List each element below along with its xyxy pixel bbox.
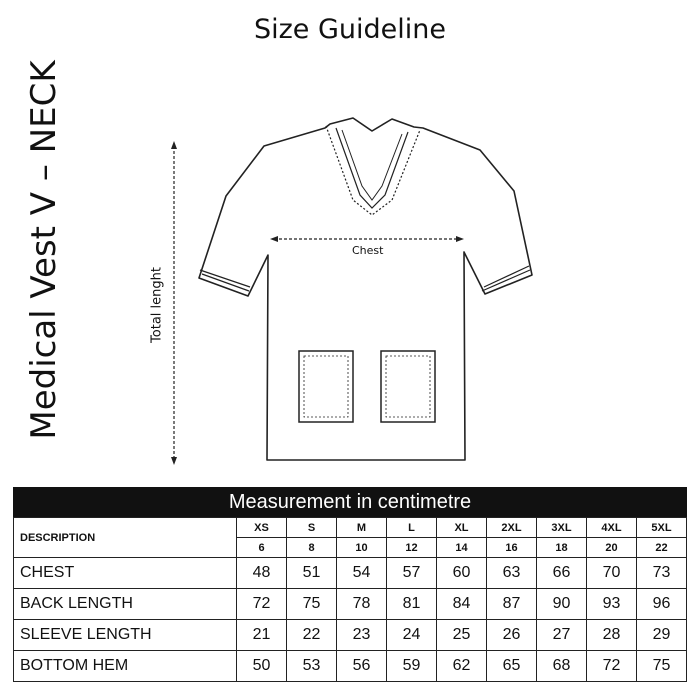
measurement-cell: 65 bbox=[487, 651, 537, 682]
garment-outline bbox=[199, 118, 532, 460]
measurement-cell: 27 bbox=[537, 620, 587, 651]
measurement-cell: 75 bbox=[637, 651, 687, 682]
measurement-cell: 62 bbox=[437, 651, 487, 682]
measurement-cell: 48 bbox=[237, 558, 287, 589]
measurement-cell: 81 bbox=[387, 589, 437, 620]
size-number: 20 bbox=[587, 538, 637, 558]
measurement-cell: 66 bbox=[537, 558, 587, 589]
size-label-2xl: 2XL bbox=[487, 518, 537, 538]
table-row bbox=[14, 620, 687, 651]
size-label-xl: XL bbox=[437, 518, 487, 538]
size-label-s: S bbox=[287, 518, 337, 538]
size-label-l: L bbox=[387, 518, 437, 538]
measurement-cell: 21 bbox=[237, 620, 287, 651]
measurement-cell: 57 bbox=[387, 558, 437, 589]
size-number: 16 bbox=[487, 538, 537, 558]
measurement-cell: 22 bbox=[287, 620, 337, 651]
measurement-cell: 25 bbox=[437, 620, 487, 651]
chest-label: Chest bbox=[352, 244, 384, 257]
measurement-cell: 84 bbox=[437, 589, 487, 620]
size-number: 8 bbox=[287, 538, 337, 558]
measurement-cell: 63 bbox=[487, 558, 537, 589]
description-header: DESCRIPTION bbox=[14, 518, 237, 558]
measurement-cell: 68 bbox=[537, 651, 587, 682]
size-number: 22 bbox=[637, 538, 687, 558]
page-title: Size Guideline bbox=[253, 14, 447, 45]
table-row bbox=[14, 558, 687, 589]
product-name: Medical Vest V – NECK bbox=[24, 60, 64, 440]
size-number: 6 bbox=[237, 538, 287, 558]
measurement-cell: 73 bbox=[637, 558, 687, 589]
left-pocket bbox=[299, 351, 353, 422]
measurement-cell: 29 bbox=[637, 620, 687, 651]
measurement-cell: 53 bbox=[287, 651, 337, 682]
size-number: 18 bbox=[537, 538, 587, 558]
measurement-cell: 70 bbox=[587, 558, 637, 589]
measurement-cell: 78 bbox=[337, 589, 387, 620]
table-row bbox=[14, 589, 687, 620]
measurement-cell: 96 bbox=[637, 589, 687, 620]
measurement-cell: 51 bbox=[287, 558, 337, 589]
measurement-cell: 23 bbox=[337, 620, 387, 651]
size-label-row bbox=[14, 518, 687, 538]
measurement-cell: 87 bbox=[487, 589, 537, 620]
measurement-cell: 24 bbox=[387, 620, 437, 651]
measurement-cell: 75 bbox=[287, 589, 337, 620]
measurement-cell: 60 bbox=[437, 558, 487, 589]
row-label: BOTTOM HEM bbox=[14, 651, 237, 682]
measurement-cell: 72 bbox=[587, 651, 637, 682]
size-label-3xl: 3XL bbox=[537, 518, 587, 538]
measurement-cell: 93 bbox=[587, 589, 637, 620]
size-number: 10 bbox=[337, 538, 387, 558]
right-pocket bbox=[381, 351, 435, 422]
row-label: BACK LENGTH bbox=[14, 589, 237, 620]
size-label-m: M bbox=[337, 518, 387, 538]
measurement-cell: 54 bbox=[337, 558, 387, 589]
row-label: SLEEVE LENGTH bbox=[14, 620, 237, 651]
measurement-cell: 26 bbox=[487, 620, 537, 651]
size-table bbox=[13, 487, 687, 682]
size-label-4xl: 4XL bbox=[587, 518, 637, 538]
measurement-cell: 72 bbox=[237, 589, 287, 620]
measurement-cell: 90 bbox=[537, 589, 587, 620]
total-length-label: Total lenght bbox=[149, 267, 165, 343]
measurement-cell: 59 bbox=[387, 651, 437, 682]
table-row bbox=[14, 651, 687, 682]
size-label-5xl: 5XL bbox=[637, 518, 687, 538]
measurement-table bbox=[13, 517, 687, 682]
size-label-xs: XS bbox=[237, 518, 287, 538]
measurement-cell: 50 bbox=[237, 651, 287, 682]
measurement-cell: 56 bbox=[337, 651, 387, 682]
table-header: Measurement in centimetre bbox=[13, 487, 687, 517]
measurement-cell: 28 bbox=[587, 620, 637, 651]
size-number: 12 bbox=[387, 538, 437, 558]
size-number: 14 bbox=[437, 538, 487, 558]
row-label: CHEST bbox=[14, 558, 237, 589]
